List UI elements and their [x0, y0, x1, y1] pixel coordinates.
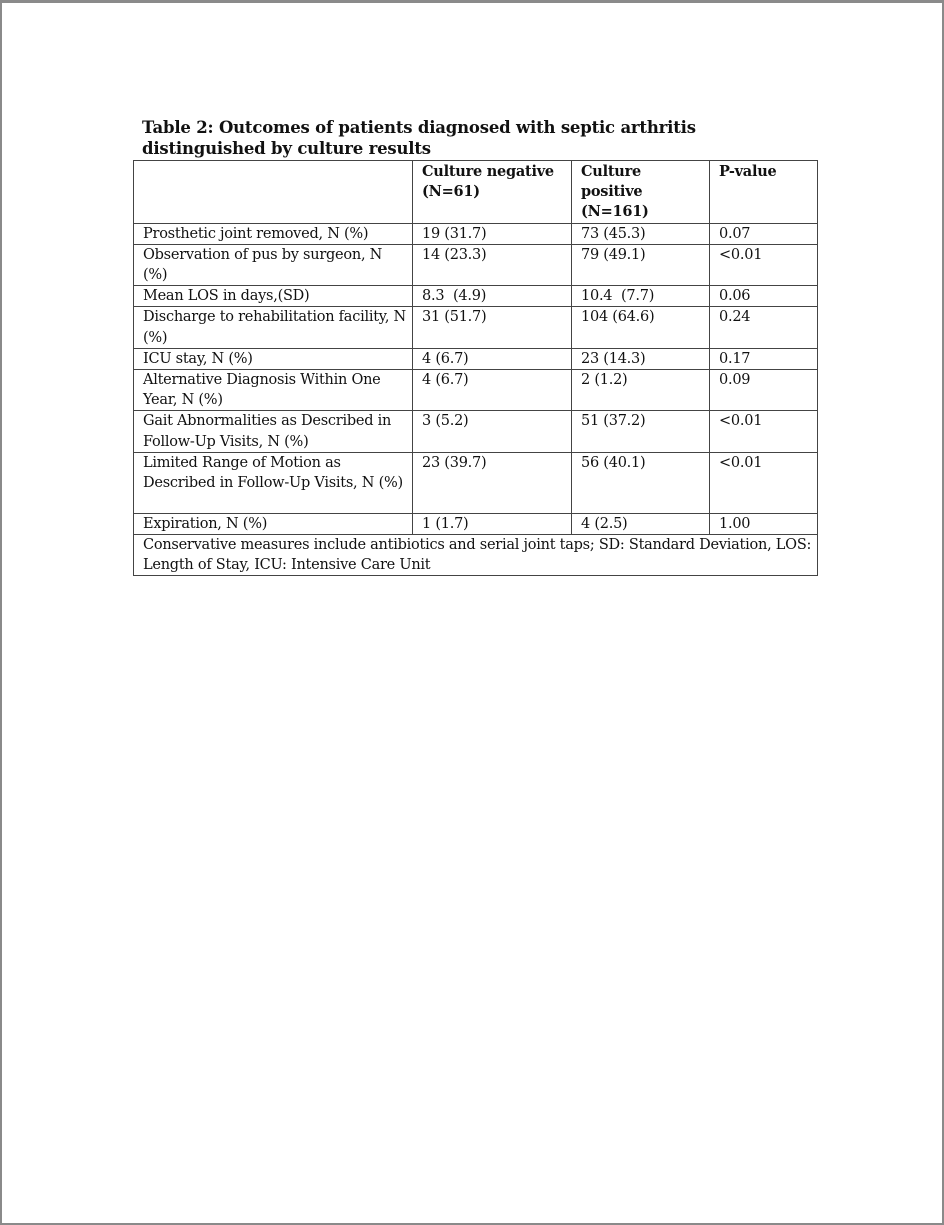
culture-positive-value: 2 (1.2): [572, 370, 710, 411]
p-value: 0.24: [710, 307, 818, 348]
p-value: <0.01: [710, 452, 818, 513]
table-row: [134, 411, 818, 452]
culture-negative-value: 4 (6.7): [413, 370, 572, 411]
culture-negative-value: 4 (6.7): [413, 348, 572, 369]
row-label: Mean LOS in days,(SD): [134, 286, 413, 307]
outcomes-table: [133, 160, 818, 576]
p-value: 0.06: [710, 286, 818, 307]
row-label: Limited Range of Motion as Described in Follow-Up Visits, N (%): [134, 452, 413, 513]
culture-positive-value: 10.4 (7.7): [572, 286, 710, 307]
table-footnote: Conservative measures include antibiotics and serial joint taps; SD: Standard Deviation, LOS: Length of Stay, ICU: Intensive Care Unit: [134, 535, 818, 576]
row-label: ICU stay, N (%): [134, 348, 413, 369]
culture-negative-value: 14 (23.3): [413, 244, 572, 285]
table-footnote-row: [134, 535, 818, 576]
header-culture-negative: Culture negative (N=61): [413, 161, 572, 224]
p-value: 0.09: [710, 370, 818, 411]
p-value: 0.17: [710, 348, 818, 369]
culture-negative-value: 31 (51.7): [413, 307, 572, 348]
table-row: [134, 513, 818, 534]
row-label: Expiration, N (%): [134, 513, 413, 534]
table-title: Table 2: Outcomes of patients diagnosed with septic arthritis distinguished by culture results: [142, 118, 696, 158]
culture-positive-value: 23 (14.3): [572, 348, 710, 369]
culture-positive-value: 104 (64.6): [572, 307, 710, 348]
table-row: [134, 452, 818, 513]
header-p-value: P-value: [710, 161, 818, 224]
culture-positive-value: 79 (49.1): [572, 244, 710, 285]
table-header-row: [134, 161, 818, 224]
row-label: Prosthetic joint removed, N (%): [134, 223, 413, 244]
table-row: [134, 348, 818, 369]
culture-negative-value: 8.3 (4.9): [413, 286, 572, 307]
culture-positive-value: 51 (37.2): [572, 411, 710, 452]
table-row: [134, 223, 818, 244]
row-label: Alternative Diagnosis Within One Year, N (%): [134, 370, 413, 411]
p-value: <0.01: [710, 244, 818, 285]
culture-negative-value: 3 (5.2): [413, 411, 572, 452]
p-value: <0.01: [710, 411, 818, 452]
header-cell-empty: [134, 161, 413, 224]
culture-positive-value: 73 (45.3): [572, 223, 710, 244]
culture-negative-value: 1 (1.7): [413, 513, 572, 534]
culture-positive-value: 56 (40.1): [572, 452, 710, 513]
culture-positive-value: 4 (2.5): [572, 513, 710, 534]
table-row: [134, 370, 818, 411]
row-label: Observation of pus by surgeon, N (%): [134, 244, 413, 285]
p-value: 0.07: [710, 223, 818, 244]
row-label: Gait Abnormalities as Described in Follow-Up Visits, N (%): [134, 411, 413, 452]
culture-negative-value: 19 (31.7): [413, 223, 572, 244]
row-label: Discharge to rehabilitation facility, N (%): [134, 307, 413, 348]
table-row: [134, 307, 818, 348]
table-row: [134, 286, 818, 307]
header-culture-positive: Culture positive (N=161): [572, 161, 710, 224]
table-row: [134, 244, 818, 285]
culture-negative-value: 23 (39.7): [413, 452, 572, 513]
p-value: 1.00: [710, 513, 818, 534]
